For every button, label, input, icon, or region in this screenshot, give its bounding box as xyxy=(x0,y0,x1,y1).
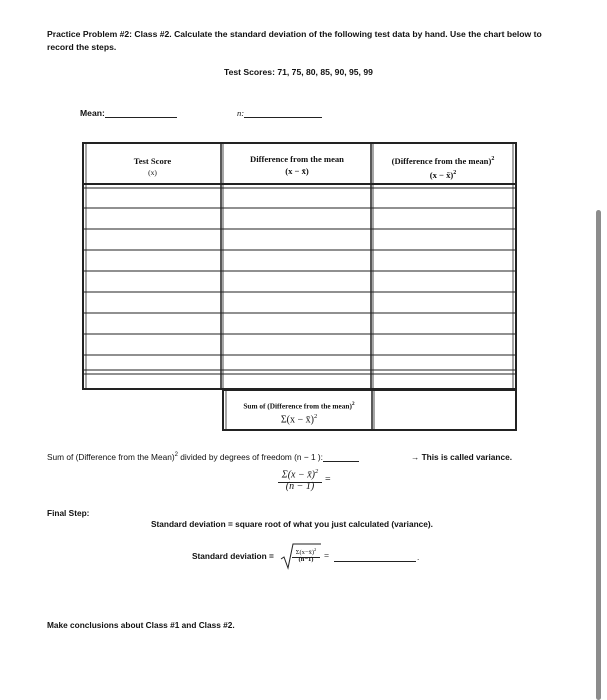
mean-blank xyxy=(105,108,177,118)
variance-denominator: (n − 1) xyxy=(285,481,315,492)
mean-field xyxy=(80,108,177,118)
header-test-score-title: Test Score xyxy=(133,156,172,166)
header-difference-squared xyxy=(373,153,513,181)
variance-middle: divided by degrees of freedom (n − 1 ): xyxy=(177,452,323,462)
final-step-label: Final Step: xyxy=(47,508,90,518)
variance-blank xyxy=(323,453,359,462)
header-squared-sub-exp: 2 xyxy=(453,169,457,176)
sum-box xyxy=(222,390,517,431)
variance-numerator-text: Σ(x − x̄) xyxy=(281,469,315,481)
sd-denominator: (n−1) xyxy=(298,556,314,563)
conclusion-prompt: Make conclusions about Class #1 and Class #2. xyxy=(47,620,235,630)
variance-numerator-exp: 2 xyxy=(314,468,319,475)
header-difference-sub: (x − x̄) xyxy=(285,166,309,176)
sum-label-text: Sum of (Difference from the mean) xyxy=(243,401,352,411)
sd-period: . xyxy=(417,552,420,562)
n-label: n: xyxy=(237,108,245,118)
final-step-instruction: Standard deviation = square root of what you just calculated (variance). xyxy=(151,519,433,529)
header-test-score-sub: (x) xyxy=(148,168,157,177)
scrollbar[interactable] xyxy=(596,210,601,700)
header-test-score xyxy=(84,155,221,179)
data-table xyxy=(82,142,517,390)
sd-answer-blank xyxy=(334,561,416,562)
sd-numerator-text: Σ(x−x̄) xyxy=(295,549,315,557)
variance-instruction xyxy=(47,452,359,462)
header-squared-title-exp: 2 xyxy=(491,156,495,162)
sd-numerator-exp: 2 xyxy=(314,547,317,552)
sum-formula-text: Σ(x − x̄) xyxy=(280,414,314,426)
sum-formula xyxy=(226,411,372,426)
mean-label: Mean: xyxy=(80,108,105,118)
header-difference-title: Difference from the mean xyxy=(250,154,344,164)
sum-formula-exp: 2 xyxy=(313,413,318,420)
test-scores: Test Scores: 71, 75, 80, 85, 90, 95, 99 xyxy=(224,67,373,77)
header-difference xyxy=(223,153,371,177)
variance-prefix-exp: 2 xyxy=(174,452,178,459)
header-squared-title: (Difference from the mean) xyxy=(391,155,492,166)
header-squared-sub: (x − x̄) xyxy=(429,169,454,180)
variance-equals: = xyxy=(325,474,331,485)
n-blank xyxy=(244,108,322,118)
n-field xyxy=(237,108,322,118)
sd-label: Standard deviation = xyxy=(192,551,274,561)
sum-label-exp: 2 xyxy=(351,401,355,407)
variance-note: → This is called variance. xyxy=(411,452,512,462)
sd-equals: = xyxy=(324,551,330,561)
problem-heading: Practice Problem #2: Class #2. Calculate the standard deviation of the following test data by hand. Use the chart below to record the steps. xyxy=(47,29,542,52)
variance-prefix: Sum of (Difference from the Mean) xyxy=(47,452,175,462)
